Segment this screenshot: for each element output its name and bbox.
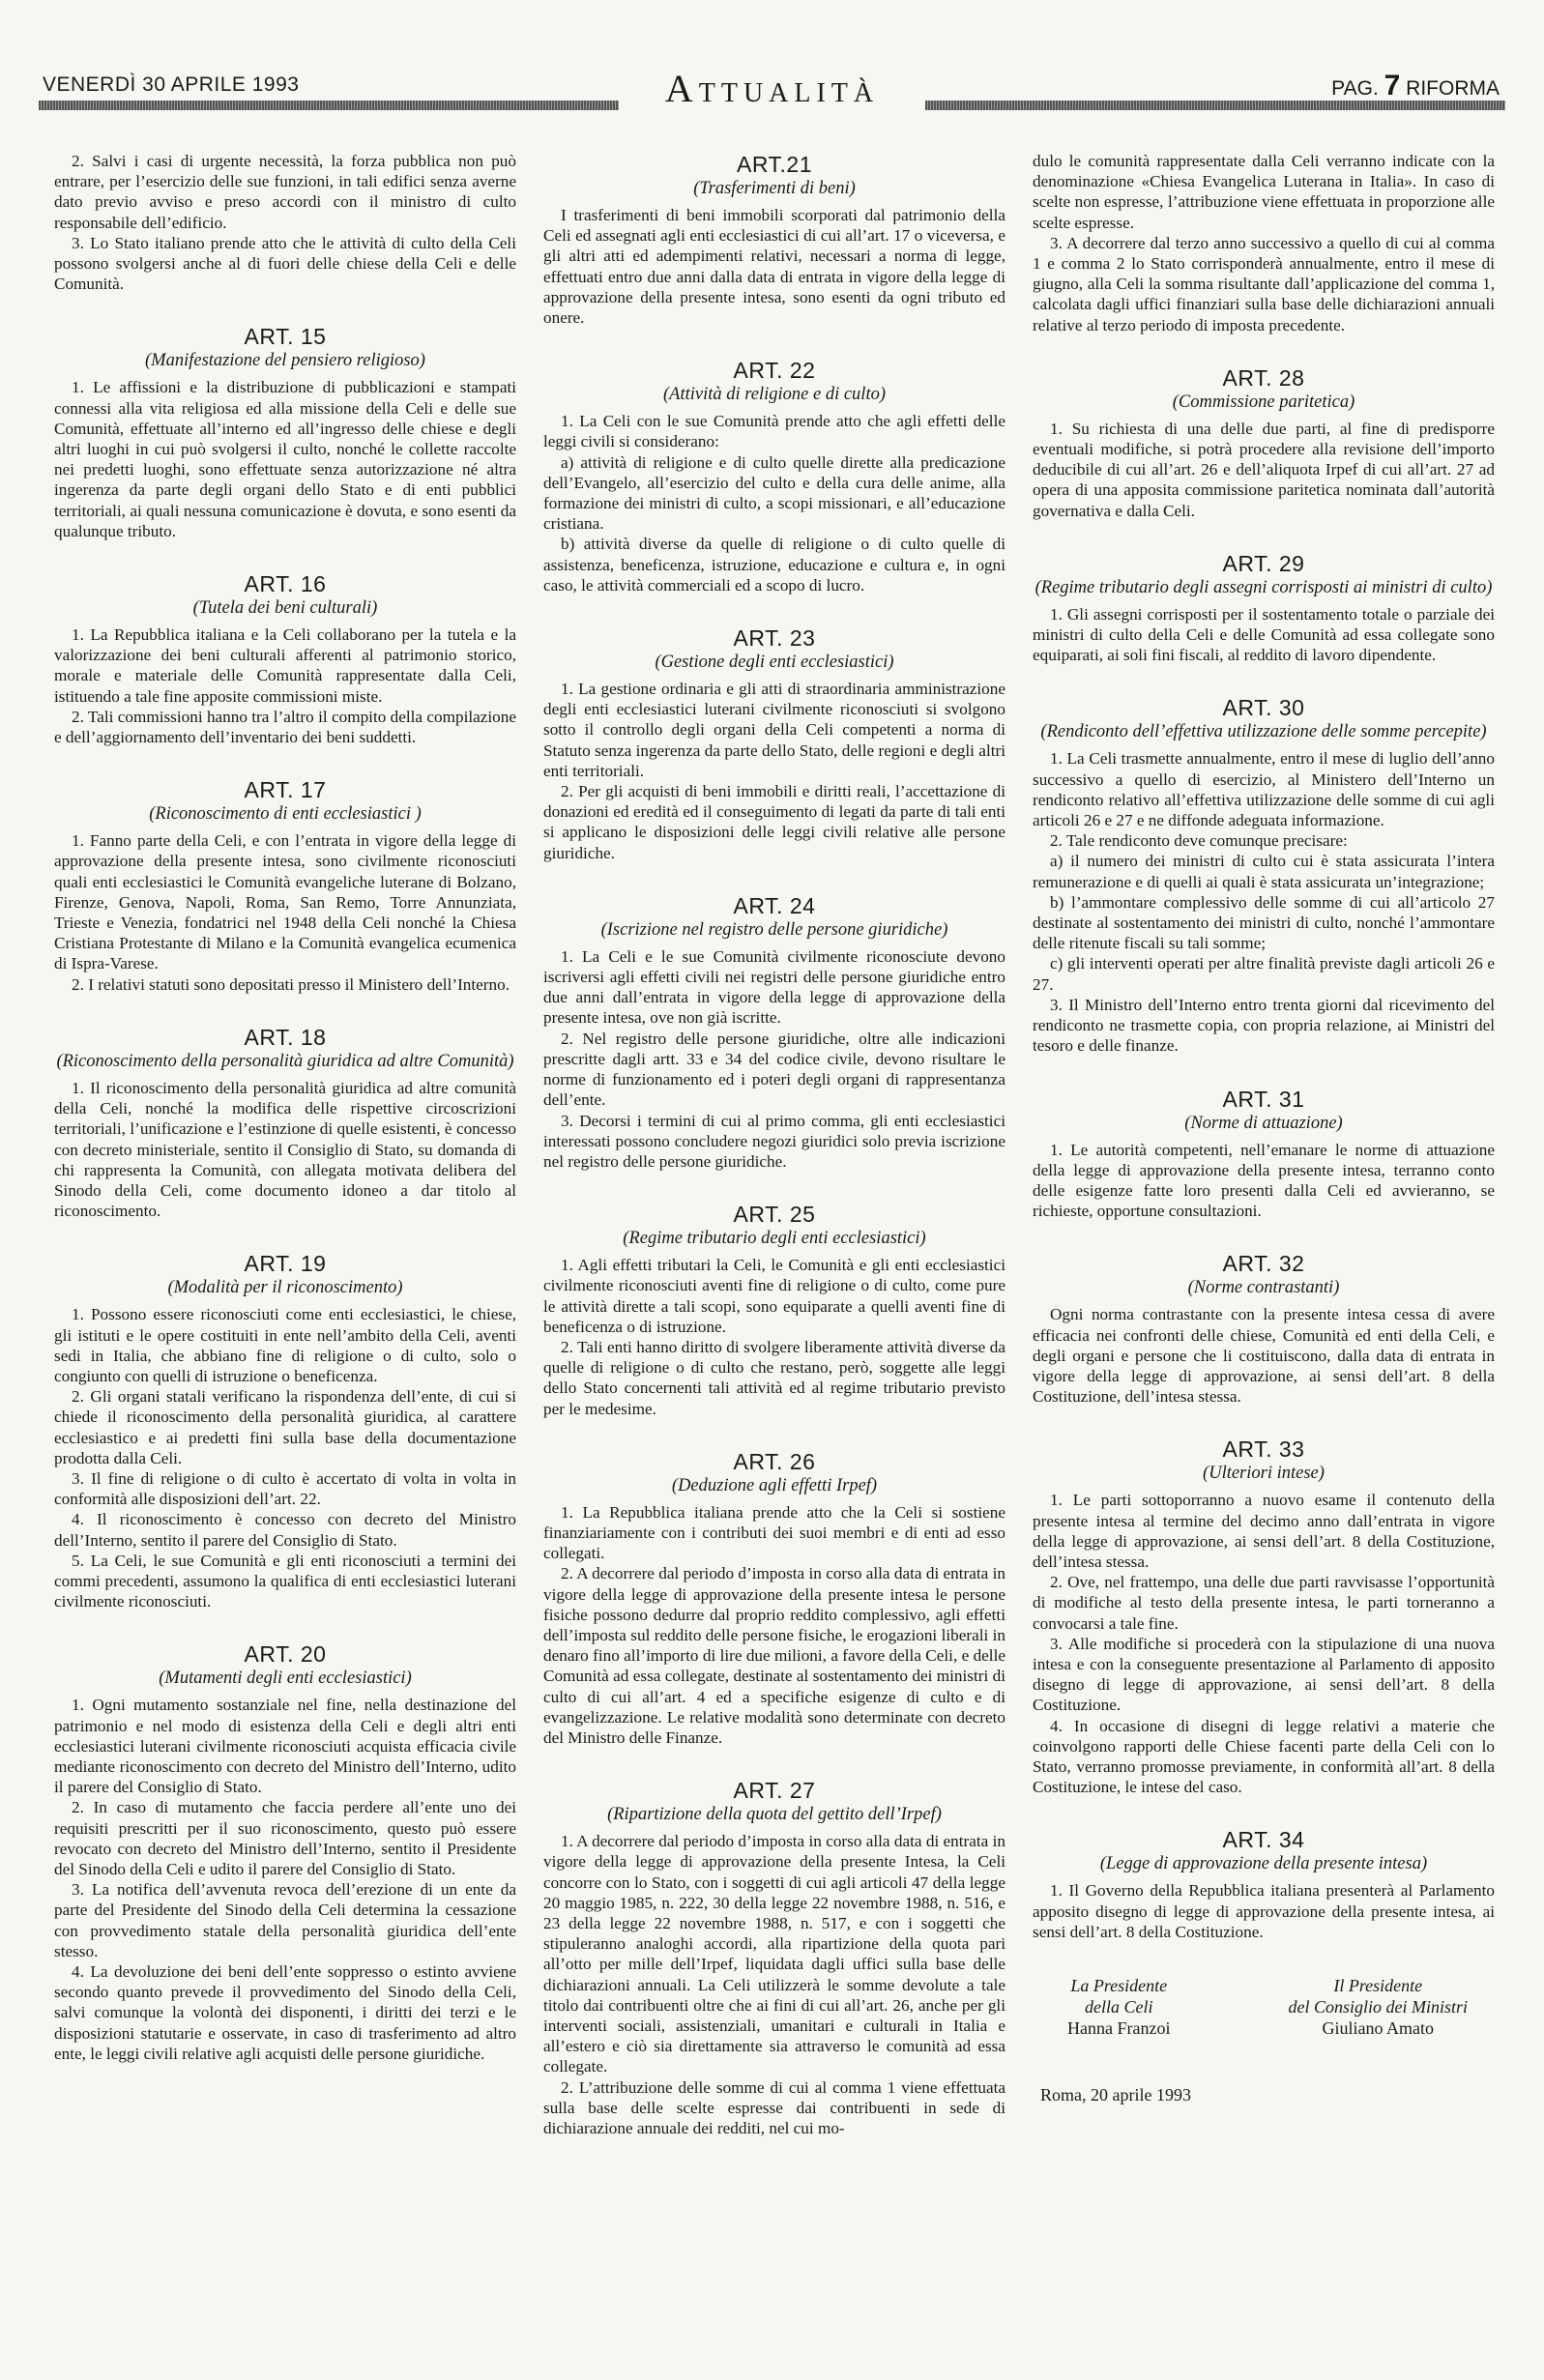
page-header <box>39 66 1505 110</box>
article-number: ART. 26 <box>733 1448 816 1474</box>
article-subtitle: (Gestione degli enti ecclesiastici) <box>655 653 894 673</box>
article-heading <box>54 1024 516 1072</box>
article-heading <box>543 151 1005 199</box>
article-subtitle: (Riconoscimento di enti ecclesiastici ) <box>149 804 422 825</box>
article-heading <box>543 1777 1005 1825</box>
article-heading <box>54 1250 516 1298</box>
article-heading <box>1033 1436 1495 1484</box>
signatory-role: Il Presidente <box>1333 1975 1423 1995</box>
article-subtitle: (Deduzione agli effetti Irpef) <box>671 1475 878 1495</box>
article-paragraph: 3. A decorrere dal terzo anno successivo a quello di cui al comma 1 e comma 2 lo Stato corrisponderà annualmente, entro il mese di giugno, alla Celi la somma risultante dall’applicazione del comma 1, calcolata dagli uffici finanziari sulla base delle dichiarazioni annuali relative al terzo periodo di imposta precedente. <box>1033 233 1495 334</box>
article-subtitle: (Attività di religione e di culto) <box>663 385 886 405</box>
section-title: Attualità <box>664 67 880 110</box>
article-number: ART. 33 <box>1222 1437 1305 1463</box>
article-paragraph: 2. Ove, nel frattempo, una delle due parti ravvisasse l’opportunità di modifiche al testo della presente intesa, le parti torneranno a convocarsi a tale fine. <box>1033 1573 1495 1633</box>
signature-block <box>1033 1975 1495 2039</box>
article-paragraph: 1. Le affissioni e la distribuzione di pubblicazioni e stampati connessi alla vita religiosa ed alla missione della Celi e delle sue Comunità, effettuate all’interno ed all’ingresso delle chiese e degli altri luoghi in cui può svolgersi il culto, nonché le collette raccolte nei predetti luoghi, sono effettuate senza autorizzazione né altra ingerenza da parte degli organi dello Stato e di enti pubblici territoriali, ai quali nessuna comunicazione è dovuta, e sono esenti da qualunque tributo. <box>54 378 516 540</box>
article-subtitle: (Mutamenti degli enti ecclesiastici) <box>159 1669 412 1689</box>
article-paragraph: 1. La Celi e le sue Comunità civilmente riconosciute devono iscriversi agli effetti civili nei registri delle persone giuridiche entro due anni dall’entrata in vigore della legge di approvazione della presente intesa, ove non già iscritte. <box>543 946 1005 1028</box>
page-prefix: PAG. <box>1331 77 1379 100</box>
article-paragraph: 3. Lo Stato italiano prende atto che le attività di culto della Celi possono svolgersi anche al di fuori delle chiese della Celi e delle Comunità. <box>54 233 516 294</box>
article-heading <box>543 357 1005 405</box>
article-heading <box>543 1448 1005 1496</box>
article-subtitle: (Manifestazione del pensiero religioso) <box>145 351 425 371</box>
article-paragraph: 2. Per gli acquisti di beni immobili e diritti reali, l’accettazione di donazioni ed eredità ed il conseguimento di legati da parte di tali enti si applicano le disposizioni delle leggi civili relative alle persone giuridiche. <box>543 782 1005 862</box>
article-paragraph: dulo le comunità rappresentate dalla Celi verranno indicate con la denominazione «Chiesa Evangelica Luterana in Italia». In caso di scelte non espresse, l’attribuzione viene effettuata in proporzione alle scelte espresse. <box>1033 152 1495 232</box>
signatory-role: della Celi <box>1084 1996 1153 2017</box>
article-paragraph: 1. Le autorità competenti, nell’emanare le norme di attuazione della legge di approvazione della presente intesa, terranno conto delle esigenze fatte loro presenti dalla Celi ed avvieranno, se richieste, opportune consultazioni. <box>1033 1140 1495 1221</box>
article-paragraph: 1. Il riconoscimento della personalità giuridica ad altre comunità della Celi, nonché la modifica delle rispettive circoscrizioni territoriali, l’unificazione e l’estinzione di quelle esistenti, è concesso con decreto ministeriale, sentito il Consiglio di Stato, su domanda di chi rappresenta la Comunità, con allegata motivata delibera del Sinodo della Celi, come documento idoneo a dar titolo al riconoscimento. <box>54 1078 516 1221</box>
article-heading <box>543 624 1005 673</box>
article-subtitle: (Norme di attuazione) <box>1184 1113 1343 1133</box>
article-subtitle: (Legge di approvazione della presente intesa) <box>1099 1854 1428 1874</box>
column-2 <box>543 151 1005 2355</box>
article-number: ART.21 <box>736 152 812 177</box>
article-subtitle: (Regime tributario degli enti ecclesiastici) <box>623 1229 926 1249</box>
article-paragraph: 4. Il riconoscimento è concesso con decreto del Ministro dell’Interno, sentito il parere del Consiglio di Stato. <box>54 1510 516 1550</box>
article-paragraph: 2. Tali enti hanno diritto di svolgere liberamente attività diverse da quelle di religione o di culto che restano, però, soggette alle leggi dello Stato concernenti tali attività ed al regime tributario previsto per le medesime. <box>543 1337 1005 1418</box>
article-number: ART. 16 <box>244 571 327 597</box>
publication-name: RIFORMA <box>1406 77 1500 100</box>
article-paragraph: 1. Il Governo della Repubblica italiana presenterà al Parlamento apposito disegno di legge di approvazione della presente intesa, ai sensi dell’art. 8 della Costituzione. <box>1033 1881 1495 1941</box>
article-paragraph: 2. Salvi i casi di urgente necessità, la forza pubblica non può entrare, per l’esercizio delle sue funzioni, in tali edifici senza averne dato previo avviso e preso accordi con il ministro di culto responsabile dell’edificio. <box>54 152 516 232</box>
article-heading <box>1033 550 1495 598</box>
article-number: ART. 17 <box>244 777 327 803</box>
article-paragraph: 2. A decorrere dal periodo d’imposta in corso alla data di entrata in vigore della legge di approvazione della presente intesa le persone fisiche possono dedurre dal proprio reddito complessivo, agli effetti dell’imposta sul reddito delle persone fisiche, le erogazioni liberali in denaro fino all’importo di lire due milioni, a favore della Celi, e delle Comunità ad essa collegate, destinate al sostentamento dei ministri di culto di cui all’art. 4 ed a specifiche esigenze di culto e di evangelizzazione. Le relative modalità sono determinate con decreto del Ministro delle Finanze. <box>543 1564 1005 1747</box>
article-paragraph: I trasferimenti di beni immobili scorporati dal patrimonio della Celi ed assegnati agli enti ecclesiastici di cui all’art. 17 o viceversa, e gli altri atti ed adempimenti relativi, necessari a norma di legge, effettuati entro due anni dalla data di entrata in vigore della legge di approvazione della presente intesa, sono esenti da ogni tributo ed onere. <box>543 206 1005 328</box>
article-number: ART. 18 <box>244 1024 327 1050</box>
article-paragraph: 2. Nel registro delle persone giuridiche, oltre alle indicazioni prescritte dagli artt. 33 e 34 del codice civile, devono risultare le norme di funzionamento ed i poteri degli organi di rappresentanza dell’ente. <box>543 1029 1005 1110</box>
article-paragraph: 1. Fanno parte della Celi, e con l’entrata in vigore della legge di approvazione della presente intesa, sono civilmente riconosciuti quali enti ecclesiastici le Comunità evangeliche luterane di Bolzano, Firenze, Genova, Napoli, Roma, San Remo, Torre Annunziata, Trieste e Venezia, fondatrici nel 1948 della Celi nonché la Chiesa Cristiana Protestante di Milano e la Comunità evangelica ecumenica di Ispra-Varese. <box>54 831 516 973</box>
article-paragraph: 3. Il Ministro dell’Interno entro trenta giorni dal ricevimento del rendiconto ne trasmette copia, con propria relazione, ai Ministri del tesoro e delle finanze. <box>1033 995 1495 1056</box>
article-subtitle: (Ulteriori intese) <box>1203 1464 1325 1484</box>
article-paragraph: 1. Le parti sottoporranno a nuovo esame il contenuto della presente intesa al termine del decimo anno dall’entrata in vigore della legge di approvazione, ai sensi dell’art. 8 della Costituzione, dell’intesa stessa. <box>1033 1491 1495 1571</box>
article-paragraph: 1. La Celi con le sue Comunità prende atto che agli effetti delle leggi civili si considerano: <box>543 412 1005 451</box>
article-paragraph: 2. Gli organi statali verificano la rispondenza dell’ente, di cui si chiede il riconoscimento della personalità giuridica, al carattere ecclesiastico e ai predetti fini sulla base della documentazione prodotta dalla Celi. <box>54 1387 516 1467</box>
article-number: ART. 29 <box>1222 550 1305 576</box>
article-number: ART. 30 <box>1222 695 1305 721</box>
article-number: ART. 34 <box>1222 1827 1305 1853</box>
page-number-block <box>1331 70 1500 102</box>
article-paragraph: a) il numero dei ministri di culto cui è stata assicurata l’intera remunerazione e di quelli ai quali è stata assicurata un’integrazione; <box>1033 852 1495 891</box>
article-paragraph: 3. Il fine di religione o di culto è accertato di volta in volta in conformità alle disposizioni dell’art. 22. <box>54 1468 516 1509</box>
article-paragraph: b) l’ammontare complessivo delle somme di cui all’articolo 27 destinate al sostentamento dei ministri di culto, nonché l’ammontare delle ritenute fiscali su tali somme; <box>1033 892 1495 953</box>
article-number: ART. 22 <box>733 358 816 384</box>
article-heading <box>543 892 1005 941</box>
article-subtitle: (Tutela dei beni culturali) <box>192 598 378 619</box>
article-paragraph: 1. La gestione ordinaria e gli atti di straordinaria amministrazione degli enti ecclesiastici luterani civilmente riconosciuti si svolgono sotto il controllo degli organi della Celi competenti a norma di Statuto senza ingerenza da parte dello Stato, delle regioni e degli altri enti territoriali. <box>543 680 1005 780</box>
article-paragraph: Ogni norma contrastante con la presente intesa cessa di avere efficacia nei confronti delle chiese, Comunità ed enti della Celi, e degli organi e persone che li costituiscono, dalla data di entrata in vigore della legge di approvazione, ai sensi dell’art. 8 della Costituzione, dell’intesa stessa. <box>1033 1305 1495 1407</box>
place-and-date: Roma, 20 aprile 1993 <box>1040 2084 1191 2104</box>
column-1 <box>54 151 516 2355</box>
article-heading <box>54 776 516 825</box>
article-paragraph: b) attività diverse da quelle di religione o di culto quelle di assistenza, beneficenza, istruzione, educazione e cultura e, in ogni caso, le attività commerciali ed a scopo di lucro. <box>543 535 1005 595</box>
column-3 <box>1033 151 1495 2355</box>
article-number: ART. 15 <box>244 324 327 350</box>
article-paragraph: 1. La Repubblica italiana prende atto che la Celi si sostiene finanziariamente con i contributi dei suoi membri e di enti ad esso collegati. <box>543 1502 1005 1563</box>
article-paragraph: 1. Gli assegni corrisposti per il sostentamento totale o parziale dei ministri di culto della Celi e delle Comunità ad essa collegate sono equiparati, ai soli fini fiscali, al reddito di lavoro dipendente. <box>1033 604 1495 665</box>
article-heading <box>54 1640 516 1689</box>
article-paragraph: 1. La Celi trasmette annualmente, entro il mese di luglio dell’anno successivo a quello di esercizio, al Ministero dell’Interno un rendiconto relativo all’effettiva utilizzazione delle somme di cui agli articoli 26 e 27 e ne diffonde adeguata informazione. <box>1033 749 1495 830</box>
article-paragraph: c) gli interventi operati per altre finalità previste dagli articoli 26 e 27. <box>1033 954 1495 994</box>
article-columns <box>54 151 1495 2355</box>
article-heading <box>1033 694 1495 742</box>
article-paragraph: 1. Su richiesta di una delle due parti, al fine di predisporre eventuali modifiche, si potrà procedere alla revisione dell’importo deducibile di cui all’art. 26 e dell’aliquota Irpef di cui all’art. 27 ad opera di una apposita commissione paritetica nominata dall’autorità governativa e dalla Celi. <box>1033 419 1495 520</box>
article-paragraph: a) attività di religione e di culto quelle dirette alla predicazione dell’Evangelo, all’esercizio del culto e della cura delle anime, alla formazione dei ministri di culto, a scopi missionari, e all’educazione cristiana. <box>543 452 1005 534</box>
article-subtitle: (Iscrizione nel registro delle persone giuridiche) <box>600 919 948 940</box>
article-number: ART. 31 <box>1222 1086 1305 1112</box>
article-subtitle: (Rendiconto dell’effettiva utilizzazione delle somme percepite) <box>1040 722 1487 742</box>
article-number: ART. 32 <box>1222 1251 1305 1277</box>
article-paragraph: 1. Agli effetti tributari la Celi, le Comunità e gli enti ecclesiastici civilmente riconosciuti aventi fine di religione o di culto, come pure le attività dirette a tali scopi, sono equiparate a quelli aventi fine di beneficenza o di istruzione. <box>543 1256 1005 1336</box>
article-heading <box>1033 1250 1495 1298</box>
article-subtitle: (Riconoscimento della personalità giuridica ad altre Comunità) <box>56 1051 514 1071</box>
article-heading <box>543 1201 1005 1249</box>
article-subtitle: (Regime tributario degli assegni corrisposti ai ministri di culto) <box>1034 577 1493 597</box>
signatory <box>1288 1975 1468 2039</box>
signatory-role: La Presidente <box>1070 1975 1168 1995</box>
article-heading <box>1033 364 1495 413</box>
article-paragraph: 2. L’attribuzione delle somme di cui al comma 1 viene effettuata sulla base delle scelte espresse dai contribuenti in sede di dichiarazione annuale dei redditi, nel cui mo- <box>543 2077 1005 2138</box>
article-number: ART. 28 <box>1222 364 1305 391</box>
article-number: ART. 20 <box>244 1641 327 1668</box>
article-paragraph: 5. La Celi, le sue Comunità e gli enti riconosciuti a termini dei commi precedenti, assumono la qualifica di enti ecclesiastici luterani civilmente riconosciuti. <box>54 1551 516 1611</box>
signatory-name: Hanna Franzoi <box>1067 2017 1171 2038</box>
article-paragraph: 3. Decorsi i termini di cui al primo comma, gli enti ecclesiastici interessati possono concludere negozi giuridici solo previa iscrizione nel registro delle persone giuridiche. <box>543 1111 1005 1171</box>
issue-date: VENERDÌ 30 APRILE 1993 <box>43 73 300 96</box>
article-paragraph: 2. In caso di mutamento che faccia perdere all’ente uno dei requisiti prescritti per il suo riconoscimento, questo può essere revocato con decreto del Ministro dell’Interno, sentito il Presidente del Sinodo della Celi e udito il parere del Consiglio di Stato. <box>54 1798 516 1878</box>
article-paragraph: 1. A decorrere dal periodo d’imposta in corso alla data di entrata in vigore della legge di approvazione della presente Intesa, la Celi concorre con lo Stato, con i soggetti di cui agli articoli 47 della legge 20 maggio 1985, n. 222, 30 della legge 22 novembre 1988, n. 516, e 23 della legge 22 novembre 1988, n. 517, e con i soggetti che stipuleranno analoghi accordi, alla ripartizione della quota pari all’otto per mille dell’Irpef, liquidata dagli uffici sulla base delle dichiarazioni annuali. La Celi utilizzerà le somme devolute a tale titolo dai contribuenti oltre che ai fini di cui all’art. 26, anche per gli interventi sociali, assistenziali, umanitari e culturali in Italia e all’estero e ciò sia direttamente sia attraverso le comunità ad essa collegate. <box>543 1832 1005 2076</box>
article-paragraph: 2. Tali commissioni hanno tra l’altro il compito della compilazione e dell’aggiornamento dell’inventario dei beni suddetti. <box>54 707 516 747</box>
article-number: ART. 25 <box>733 1202 816 1228</box>
article-subtitle: (Modalità per il riconoscimento) <box>167 1278 403 1298</box>
article-number: ART. 27 <box>733 1778 816 1804</box>
article-number: ART. 24 <box>733 892 816 918</box>
article-heading <box>1033 1086 1495 1134</box>
article-paragraph: 2. Tale rendiconto deve comunque precisare: <box>1050 831 1348 851</box>
article-paragraph: 1. Possono essere riconosciuti come enti ecclesiastici, le chiese, gli istituti e le opere costituiti in ente nell’ambito della Celi, aventi sedi in Italia, che abbiano fine di religione o di culto, solo o congiunto con quelli di istruzione o beneficenza. <box>54 1305 516 1385</box>
article-paragraph: 3. La notifica dell’avvenuta revoca dell’erezione di un ente da parte del Presidente del Sinodo della Celi determina la cessazione con provvedimento statale della personalità giuridica dell’ente stesso. <box>54 1880 516 1960</box>
article-heading <box>1033 1826 1495 1874</box>
page-number: 7 <box>1384 70 1401 102</box>
article-paragraph: 4. La devoluzione dei beni dell’ente soppresso o estinto avviene secondo quanto prevede il provvedimento del Sinodo della Celi, salvi comunque la volontà dei disponenti, i diritti dei terzi e le disposizioni statutarie e osservate, in caso di trasferimento ad altro ente, le leggi civili relative agli acquisti delle persone giuridiche. <box>54 1962 516 2063</box>
article-paragraph: 1. Ogni mutamento sostanziale nel fine, nella destinazione del patrimonio e nel modo di esistenza della Celi e degli altri enti ecclesiastici luterani civilmente riconosciuti acquista efficacia civile mediante riconoscimento con decreto del Ministro dell’Interno, udito il parere del Consiglio di Stato. <box>54 1696 516 1797</box>
article-paragraph: 3. Alle modifiche si procederà con la stipulazione di una nuova intesa e con la conseguente presentazione al Parlamento di apposito disegno di legge di approvazione, ai sensi dell’art. 8 della Costituzione. <box>1033 1634 1495 1715</box>
article-heading <box>54 323 516 371</box>
article-subtitle: (Trasferimenti di beni) <box>693 179 856 198</box>
article-subtitle: (Norme contrastanti) <box>1187 1278 1340 1298</box>
signatory-role: del Consiglio dei Ministri <box>1288 1996 1468 2017</box>
article-subtitle: (Commissione paritetica) <box>1172 392 1355 412</box>
article-number: ART. 23 <box>733 625 816 652</box>
article-paragraph: 2. I relativi statuti sono depositati presso il Ministero dell’Interno. <box>72 974 510 994</box>
article-paragraph: 4. In occasione di disegni di legge relativi a materie che coinvolgono rapporti delle Chiese facenti parte della Celi con lo Stato, verranno promosse previamente, in conformità all’art. 8 della Costituzione, le intese del caso. <box>1033 1716 1495 1797</box>
article-paragraph: 1. La Repubblica italiana e la Celi collaborano per la tutela e la valorizzazione dei beni culturali afferenti al patrimonio storico, morale e materiale delle Comunità rappresentate dalla Celi, istituendo a tale fine apposite commissioni miste. <box>54 625 516 706</box>
signatory <box>1067 1975 1170 2039</box>
article-subtitle: (Ripartizione della quota del gettito dell’Irpef) <box>607 1805 942 1825</box>
signatory-name: Giuliano Amato <box>1322 2017 1434 2038</box>
article-heading <box>54 570 516 619</box>
article-number: ART. 19 <box>244 1251 327 1277</box>
